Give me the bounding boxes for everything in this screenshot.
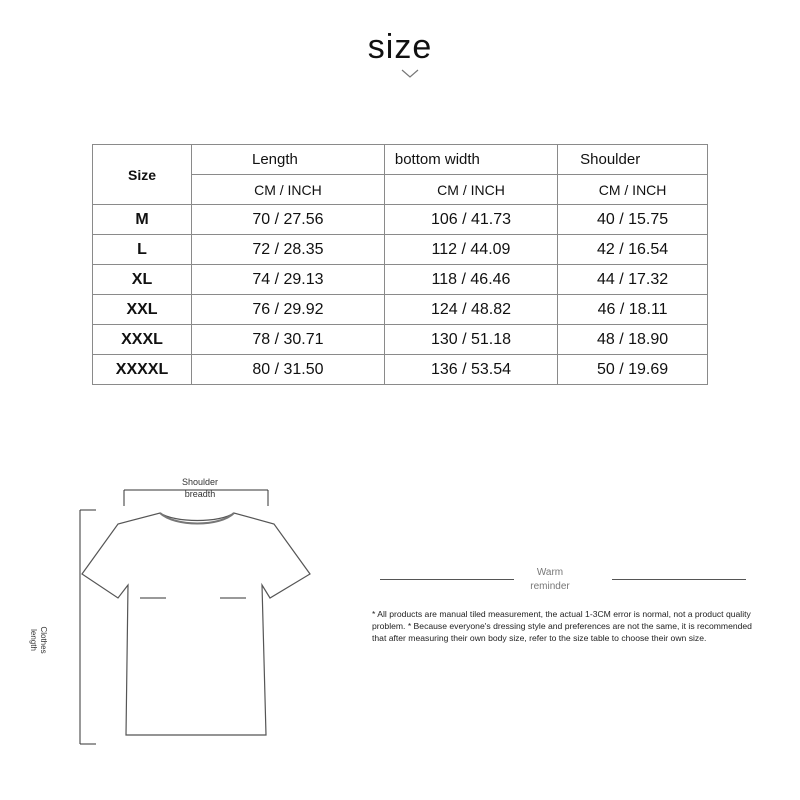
table-row — [93, 205, 708, 235]
shoulder-label-line1: Shoulder — [181, 477, 219, 487]
page-title: size — [367, 28, 433, 66]
length-unit: CM / INCH — [192, 175, 385, 205]
reminder-title-line2: reminder — [530, 581, 570, 592]
shoulder-cell: 48 / 18.90 — [558, 325, 708, 355]
tshirt-diagram — [0, 460, 360, 760]
table-header-row — [93, 145, 708, 175]
clothes-length-label — [28, 610, 48, 670]
bottom-width-header: bottom width — [384, 145, 557, 175]
length-label-line2: length — [29, 629, 38, 651]
reminder-title-line1: Warm — [536, 567, 564, 578]
bottom-width-unit: CM / INCH — [384, 175, 557, 205]
size-cell: XXXXL — [93, 355, 192, 385]
shoulder-breadth-label — [170, 476, 230, 500]
size-cell: M — [93, 205, 192, 235]
size-header: Size — [93, 145, 192, 205]
shoulder-label-line2: breadth — [184, 489, 216, 499]
length-header: Length — [192, 145, 385, 175]
length-label-line1: Clothes — [39, 626, 48, 654]
size-cell: XXXL — [93, 325, 192, 355]
table-row — [93, 235, 708, 265]
shoulder-cell: 40 / 15.75 — [558, 205, 708, 235]
table-row — [93, 355, 708, 385]
reminder-title — [520, 566, 580, 594]
size-table — [92, 144, 708, 385]
size-cell: XL — [93, 265, 192, 295]
bottom-width-cell: 112 / 44.09 — [384, 235, 557, 265]
length-cell: 80 / 31.50 — [192, 355, 385, 385]
bottom-width-cell: 118 / 46.46 — [384, 265, 557, 295]
size-cell: XXL — [93, 295, 192, 325]
shoulder-header: Shoulder — [558, 145, 708, 175]
table-row — [93, 325, 708, 355]
reminder-text: * All products are manual tiled measurement, the actual 1-3CM error is normal, not a product quality problem. * Because everyone's dressing style and preferences are not the same, it is recommended that after measuring their own body size, refer to the size table to choose their own size. — [372, 609, 752, 643]
tshirt-outline — [82, 513, 310, 735]
reminder-divider-right — [612, 579, 746, 580]
chevron-down-icon — [400, 68, 420, 80]
table-row — [93, 295, 708, 325]
bottom-width-cell: 124 / 48.82 — [384, 295, 557, 325]
length-cell: 74 / 29.13 — [192, 265, 385, 295]
size-cell: L — [93, 235, 192, 265]
shoulder-cell: 46 / 18.11 — [558, 295, 708, 325]
length-cell: 76 / 29.92 — [192, 295, 385, 325]
shoulder-cell: 50 / 19.69 — [558, 355, 708, 385]
shoulder-cell: 42 / 16.54 — [558, 235, 708, 265]
length-cell: 72 / 28.35 — [192, 235, 385, 265]
table-row — [93, 265, 708, 295]
length-bracket — [80, 510, 96, 744]
length-cell: 78 / 30.71 — [192, 325, 385, 355]
bottom-width-cell: 136 / 53.54 — [384, 355, 557, 385]
length-cell: 70 / 27.56 — [192, 205, 385, 235]
shoulder-cell: 44 / 17.32 — [558, 265, 708, 295]
bottom-width-cell: 106 / 41.73 — [384, 205, 557, 235]
shoulder-unit: CM / INCH — [558, 175, 708, 205]
reminder-divider-left — [380, 579, 514, 580]
bottom-width-cell: 130 / 51.18 — [384, 325, 557, 355]
